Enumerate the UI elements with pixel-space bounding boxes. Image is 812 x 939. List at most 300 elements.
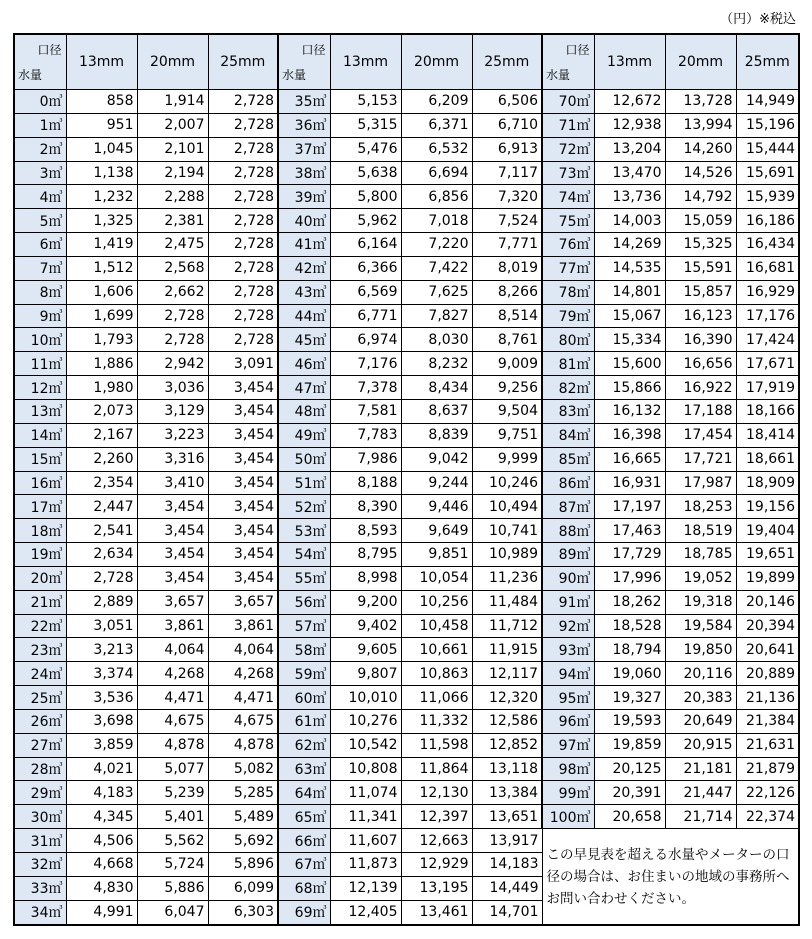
- volume-cell: [542, 495, 594, 519]
- volume-cell: [278, 709, 330, 733]
- fee-cell-25mm: 6,710: [472, 113, 542, 137]
- fee-cell-13mm: 9,402: [330, 614, 401, 638]
- fee-cell-20mm: 14,260: [665, 137, 736, 161]
- fee-cell-13mm: 8,593: [330, 519, 401, 543]
- volume-unit: ㎥: [576, 332, 591, 349]
- volume-value: 44: [294, 309, 313, 326]
- fee-cell-20mm: 3,454: [137, 566, 208, 590]
- fee-cell-13mm: 1,606: [66, 280, 137, 304]
- volume-unit: ㎥: [48, 523, 63, 540]
- fee-cell-25mm: 14,183: [472, 853, 542, 877]
- volume-cell: [14, 209, 66, 233]
- fee-cell-25mm: 4,471: [208, 686, 278, 710]
- volume-cell: [278, 495, 330, 519]
- volume-unit: ㎥: [312, 452, 327, 469]
- fee-cell-13mm: 12,139: [330, 876, 401, 900]
- volume-cell: [14, 900, 66, 925]
- volume-label: 水量: [18, 68, 43, 82]
- volume-cell: [14, 328, 66, 352]
- fee-cell-13mm: 11,074: [330, 781, 401, 805]
- volume-cell: [542, 662, 594, 686]
- volume-cell: [278, 399, 330, 423]
- volume-value: 48: [294, 404, 313, 421]
- volume-cell: [542, 423, 594, 447]
- volume-value: 71: [558, 118, 577, 135]
- fee-cell-20mm: 16,123: [665, 304, 736, 328]
- fee-cell-25mm: 10,989: [472, 543, 542, 567]
- volume-cell: [14, 185, 66, 209]
- volume-cell: [542, 209, 594, 233]
- volume-unit: ㎥: [312, 571, 327, 588]
- volume-cell: [14, 352, 66, 376]
- volume-cell: [14, 757, 66, 781]
- fee-cell-25mm: 3,657: [208, 590, 278, 614]
- volume-value: 72: [558, 142, 577, 159]
- volume-cell: [14, 614, 66, 638]
- fee-cell-25mm: 8,019: [472, 256, 542, 280]
- diameter-header-25mm: 25mm: [208, 34, 278, 90]
- volume-value: 5: [39, 213, 49, 230]
- volume-unit: ㎥: [312, 118, 327, 135]
- fee-cell-13mm: 4,668: [66, 853, 137, 877]
- volume-value: 50: [294, 452, 313, 469]
- volume-cell: [542, 686, 594, 710]
- table-row: [14, 495, 799, 519]
- diameter-label: 口径: [301, 43, 326, 57]
- fee-cell-13mm: 18,262: [594, 590, 665, 614]
- volume-unit: ㎥: [48, 642, 63, 659]
- fee-cell-13mm: 5,476: [330, 137, 401, 161]
- volume-unit: ㎥: [576, 261, 591, 278]
- volume-unit: ㎥: [48, 547, 63, 564]
- fee-cell-20mm: 11,598: [401, 733, 472, 757]
- volume-unit: ㎥: [48, 499, 63, 516]
- volume-cell: [278, 614, 330, 638]
- volume-unit: ㎥: [576, 571, 591, 588]
- fee-cell-13mm: 13,470: [594, 161, 665, 185]
- fee-cell-25mm: 3,091: [208, 352, 278, 376]
- fee-cell-20mm: 2,662: [137, 280, 208, 304]
- fee-cell-25mm: 9,504: [472, 399, 542, 423]
- fee-cell-13mm: 3,374: [66, 662, 137, 686]
- fee-cell-25mm: 14,701: [472, 900, 542, 925]
- fee-cell-20mm: 7,018: [401, 209, 472, 233]
- fee-cell-25mm: 2,728: [208, 256, 278, 280]
- volume-unit: ㎥: [312, 213, 327, 230]
- volume-value: 70: [558, 94, 577, 111]
- volume-value: 62: [294, 738, 313, 755]
- fee-cell-13mm: 16,398: [594, 423, 665, 447]
- fee-cell-25mm: 7,117: [472, 161, 542, 185]
- fee-cell-13mm: 8,998: [330, 566, 401, 590]
- fee-cell-25mm: 5,082: [208, 757, 278, 781]
- fee-cell-20mm: 21,447: [665, 781, 736, 805]
- fee-cell-13mm: 17,197: [594, 495, 665, 519]
- volume-unit: ㎥: [48, 595, 63, 612]
- volume-cell: [278, 256, 330, 280]
- fee-cell-13mm: 1,232: [66, 185, 137, 209]
- fee-cell-13mm: 10,808: [330, 757, 401, 781]
- fee-cell-20mm: 3,223: [137, 423, 208, 447]
- volume-unit: ㎥: [48, 213, 63, 230]
- water-fee-table: [13, 33, 800, 926]
- fee-cell-25mm: 12,586: [472, 709, 542, 733]
- fee-cell-25mm: 3,454: [208, 495, 278, 519]
- volume-unit: ㎥: [48, 332, 63, 349]
- fee-cell-13mm: 1,325: [66, 209, 137, 233]
- fee-cell-13mm: 14,269: [594, 233, 665, 257]
- fee-cell-13mm: 3,213: [66, 638, 137, 662]
- volume-value: 90: [558, 571, 577, 588]
- fee-cell-25mm: 7,771: [472, 233, 542, 257]
- volume-value: 77: [558, 261, 577, 278]
- volume-cell: [542, 280, 594, 304]
- fee-cell-25mm: 17,671: [736, 352, 799, 376]
- volume-value: 2: [39, 142, 49, 159]
- volume-unit: ㎥: [48, 285, 63, 302]
- diameter-header-25mm: 25mm: [736, 34, 799, 90]
- fee-cell-25mm: 9,751: [472, 423, 542, 447]
- fee-cell-20mm: 2,194: [137, 161, 208, 185]
- fee-cell-20mm: 9,851: [401, 543, 472, 567]
- volume-unit: ㎥: [48, 690, 63, 707]
- fee-cell-25mm: 11,484: [472, 590, 542, 614]
- volume-unit: ㎥: [312, 189, 327, 206]
- fee-cell-13mm: 3,859: [66, 733, 137, 757]
- volume-cell: [278, 376, 330, 400]
- fee-cell-20mm: 2,475: [137, 233, 208, 257]
- volume-unit: ㎥: [576, 142, 591, 159]
- volume-unit: ㎥: [312, 690, 327, 707]
- volume-cell: [14, 543, 66, 567]
- diameter-header-20mm: 20mm: [401, 34, 472, 90]
- fee-cell-25mm: 20,146: [736, 590, 799, 614]
- fee-cell-25mm: 16,434: [736, 233, 799, 257]
- volume-cell: [14, 686, 66, 710]
- fee-cell-13mm: 4,991: [66, 900, 137, 925]
- fee-cell-25mm: 21,136: [736, 686, 799, 710]
- volume-value: 34: [30, 905, 49, 922]
- volume-value: 42: [294, 261, 313, 278]
- fee-cell-20mm: 9,244: [401, 471, 472, 495]
- volume-cell: [542, 399, 594, 423]
- volume-cell: [542, 519, 594, 543]
- fee-cell-13mm: 10,542: [330, 733, 401, 757]
- volume-value: 53: [294, 523, 313, 540]
- fee-cell-25mm: 21,631: [736, 733, 799, 757]
- table-row: [14, 829, 799, 853]
- fee-cell-25mm: 10,494: [472, 495, 542, 519]
- volume-cell: [14, 853, 66, 877]
- fee-cell-20mm: 5,724: [137, 853, 208, 877]
- volume-cell: [278, 519, 330, 543]
- fee-cell-13mm: 2,728: [66, 566, 137, 590]
- volume-value: 88: [558, 523, 577, 540]
- fee-cell-20mm: 3,454: [137, 495, 208, 519]
- volume-unit: ㎥: [312, 785, 327, 802]
- fee-cell-13mm: 16,931: [594, 471, 665, 495]
- fee-cell-13mm: 19,859: [594, 733, 665, 757]
- fee-cell-20mm: 12,397: [401, 805, 472, 829]
- fee-cell-25mm: 2,728: [208, 209, 278, 233]
- volume-value: 99: [558, 785, 577, 802]
- volume-unit: ㎥: [576, 285, 591, 302]
- volume-value: 51: [294, 475, 313, 492]
- volume-value: 64: [294, 785, 313, 802]
- fee-cell-20mm: 5,886: [137, 876, 208, 900]
- volume-cell: [278, 423, 330, 447]
- volume-unit: ㎥: [312, 499, 327, 516]
- volume-unit: ㎥: [48, 618, 63, 635]
- diameter-header-13mm: 13mm: [594, 34, 665, 90]
- fee-cell-13mm: 1,886: [66, 352, 137, 376]
- fee-cell-20mm: 2,942: [137, 352, 208, 376]
- fee-cell-25mm: 8,514: [472, 304, 542, 328]
- volume-value: 39: [294, 189, 313, 206]
- fee-cell-25mm: 21,879: [736, 757, 799, 781]
- volume-label: 水量: [546, 68, 571, 82]
- fee-cell-20mm: 3,454: [137, 519, 208, 543]
- fee-cell-20mm: 8,637: [401, 399, 472, 423]
- volume-value: 84: [558, 428, 577, 445]
- fee-cell-25mm: 7,320: [472, 185, 542, 209]
- volume-cell: [14, 304, 66, 328]
- fee-cell-13mm: 4,506: [66, 829, 137, 853]
- fee-cell-20mm: 15,857: [665, 280, 736, 304]
- volume-value: 52: [294, 499, 313, 516]
- fee-cell-13mm: 12,672: [594, 90, 665, 114]
- fee-cell-13mm: 2,073: [66, 399, 137, 423]
- volume-value: 78: [558, 285, 577, 302]
- fee-cell-20mm: 2,007: [137, 113, 208, 137]
- volume-unit: ㎥: [48, 738, 63, 755]
- volume-value: 15: [30, 452, 49, 469]
- volume-unit: ㎥: [576, 309, 591, 326]
- fee-cell-25mm: 2,728: [208, 137, 278, 161]
- volume-unit: ㎥: [48, 857, 63, 874]
- table-row: [14, 185, 799, 209]
- fee-cell-25mm: 19,899: [736, 566, 799, 590]
- fee-cell-20mm: 7,422: [401, 256, 472, 280]
- table-row: [14, 519, 799, 543]
- volume-cell: [278, 185, 330, 209]
- volume-value: 25: [30, 690, 49, 707]
- fee-cell-13mm: 2,447: [66, 495, 137, 519]
- fee-cell-20mm: 20,915: [665, 733, 736, 757]
- fee-cell-20mm: 5,077: [137, 757, 208, 781]
- fee-cell-20mm: 21,714: [665, 805, 736, 829]
- volume-unit: ㎥: [312, 714, 327, 731]
- volume-cell: [542, 328, 594, 352]
- volume-cell: [278, 447, 330, 471]
- volume-value: 17: [30, 499, 49, 516]
- volume-value: 59: [294, 666, 313, 683]
- table-row: [14, 733, 799, 757]
- volume-cell: [14, 161, 66, 185]
- table-row: [14, 471, 799, 495]
- volume-value: 6: [39, 237, 49, 254]
- volume-unit: ㎥: [48, 452, 63, 469]
- fee-cell-20mm: 11,066: [401, 686, 472, 710]
- volume-unit: ㎥: [48, 762, 63, 779]
- volume-unit: ㎥: [576, 213, 591, 230]
- fee-cell-13mm: 19,593: [594, 709, 665, 733]
- volume-unit: ㎥: [48, 309, 63, 326]
- volume-value: 58: [294, 642, 313, 659]
- fee-cell-13mm: 20,658: [594, 805, 665, 829]
- volume-unit: ㎥: [576, 237, 591, 254]
- fee-cell-20mm: 6,856: [401, 185, 472, 209]
- fee-cell-13mm: 8,188: [330, 471, 401, 495]
- fee-cell-25mm: 22,126: [736, 781, 799, 805]
- fee-cell-25mm: 6,913: [472, 137, 542, 161]
- volume-cell: [278, 876, 330, 900]
- volume-value: 92: [558, 618, 577, 635]
- volume-cell: [278, 781, 330, 805]
- volume-value: 18: [30, 523, 49, 540]
- fee-cell-13mm: 1,793: [66, 328, 137, 352]
- fee-cell-25mm: 15,444: [736, 137, 799, 161]
- fee-cell-25mm: 3,454: [208, 399, 278, 423]
- volume-value: 54: [294, 547, 313, 564]
- volume-cell: [278, 662, 330, 686]
- volume-value: 56: [294, 595, 313, 612]
- fee-cell-13mm: 20,125: [594, 757, 665, 781]
- volume-cell: [14, 399, 66, 423]
- fee-cell-13mm: 1,512: [66, 256, 137, 280]
- fee-cell-13mm: 10,010: [330, 686, 401, 710]
- volume-unit: ㎥: [312, 881, 327, 898]
- fee-cell-13mm: 20,391: [594, 781, 665, 805]
- table-row: [14, 543, 799, 567]
- volume-unit: ㎥: [576, 452, 591, 469]
- volume-unit: ㎥: [312, 618, 327, 635]
- volume-cell: [542, 256, 594, 280]
- fee-cell-13mm: 2,889: [66, 590, 137, 614]
- volume-value: 12: [30, 380, 49, 397]
- fee-cell-25mm: 5,896: [208, 853, 278, 877]
- volume-cell: [278, 805, 330, 829]
- volume-unit: ㎥: [48, 905, 63, 922]
- fee-cell-20mm: 18,253: [665, 495, 736, 519]
- fee-cell-13mm: 14,535: [594, 256, 665, 280]
- diameter-header-13mm: 13mm: [330, 34, 401, 90]
- fee-cell-20mm: 10,863: [401, 662, 472, 686]
- volume-value: 63: [294, 762, 313, 779]
- volume-unit: ㎥: [312, 428, 327, 445]
- volume-unit: ㎥: [576, 356, 591, 373]
- volume-cell: [542, 805, 594, 829]
- volume-unit: ㎥: [312, 547, 327, 564]
- volume-unit: ㎥: [48, 571, 63, 588]
- volume-unit: ㎥: [312, 285, 327, 302]
- volume-cell: [542, 543, 594, 567]
- fee-cell-25mm: 9,256: [472, 376, 542, 400]
- fee-cell-20mm: 17,454: [665, 423, 736, 447]
- volume-value: 100: [549, 809, 577, 826]
- fee-cell-20mm: 6,209: [401, 90, 472, 114]
- fee-cell-13mm: 15,600: [594, 352, 665, 376]
- volume-value: 91: [558, 595, 577, 612]
- fee-cell-20mm: 3,036: [137, 376, 208, 400]
- volume-cell: [14, 376, 66, 400]
- fee-cell-25mm: 20,394: [736, 614, 799, 638]
- volume-value: 24: [30, 666, 49, 683]
- fee-cell-13mm: 14,801: [594, 280, 665, 304]
- fee-cell-25mm: 19,404: [736, 519, 799, 543]
- volume-cell: [14, 829, 66, 853]
- volume-cell: [14, 447, 66, 471]
- volume-unit: ㎥: [576, 118, 591, 135]
- fee-cell-13mm: 5,962: [330, 209, 401, 233]
- volume-value: 10: [30, 332, 49, 349]
- diameter-header-13mm: 13mm: [66, 34, 137, 90]
- volume-unit: ㎥: [312, 523, 327, 540]
- volume-unit: ㎥: [576, 642, 591, 659]
- fee-cell-25mm: 14,449: [472, 876, 542, 900]
- fee-cell-13mm: 1,045: [66, 137, 137, 161]
- fee-cell-25mm: 13,384: [472, 781, 542, 805]
- fee-cell-13mm: 951: [66, 113, 137, 137]
- volume-cell: [542, 638, 594, 662]
- volume-cell: [278, 137, 330, 161]
- fee-cell-25mm: 19,156: [736, 495, 799, 519]
- volume-cell: [542, 90, 594, 114]
- fee-cell-25mm: 9,009: [472, 352, 542, 376]
- volume-value: 26: [30, 714, 49, 731]
- volume-unit: ㎥: [48, 142, 63, 159]
- fee-cell-20mm: 19,318: [665, 590, 736, 614]
- fee-cell-13mm: 8,795: [330, 543, 401, 567]
- fee-cell-25mm: 3,454: [208, 423, 278, 447]
- fee-cell-13mm: 5,800: [330, 185, 401, 209]
- fee-cell-20mm: 4,878: [137, 733, 208, 757]
- volume-cell: [542, 781, 594, 805]
- volume-unit: ㎥: [576, 94, 591, 111]
- fee-cell-20mm: 4,675: [137, 709, 208, 733]
- fee-cell-20mm: 5,401: [137, 805, 208, 829]
- fee-cell-13mm: 7,783: [330, 423, 401, 447]
- volume-value: 21: [30, 595, 49, 612]
- fee-cell-13mm: 6,164: [330, 233, 401, 257]
- fee-cell-13mm: 3,536: [66, 686, 137, 710]
- volume-unit: ㎥: [48, 356, 63, 373]
- fee-cell-13mm: 10,276: [330, 709, 401, 733]
- fee-cell-25mm: 14,949: [736, 90, 799, 114]
- fee-cell-13mm: 16,665: [594, 447, 665, 471]
- fee-cell-25mm: 13,651: [472, 805, 542, 829]
- fee-cell-25mm: 3,454: [208, 543, 278, 567]
- volume-value: 36: [294, 118, 313, 135]
- volume-cell: [278, 686, 330, 710]
- fee-cell-20mm: 12,929: [401, 853, 472, 877]
- header-corner-cell: [542, 34, 594, 90]
- fee-cell-25mm: 2,728: [208, 185, 278, 209]
- volume-value: 96: [558, 714, 577, 731]
- fee-cell-20mm: 11,332: [401, 709, 472, 733]
- fee-cell-13mm: 3,698: [66, 709, 137, 733]
- volume-value: 43: [294, 285, 313, 302]
- volume-value: 60: [294, 690, 313, 707]
- volume-cell: [14, 566, 66, 590]
- fee-cell-25mm: 12,320: [472, 686, 542, 710]
- fee-cell-20mm: 4,268: [137, 662, 208, 686]
- fee-cell-25mm: 7,524: [472, 209, 542, 233]
- volume-value: 94: [558, 666, 577, 683]
- volume-value: 47: [294, 380, 313, 397]
- volume-value: 45: [294, 332, 313, 349]
- volume-cell: [542, 757, 594, 781]
